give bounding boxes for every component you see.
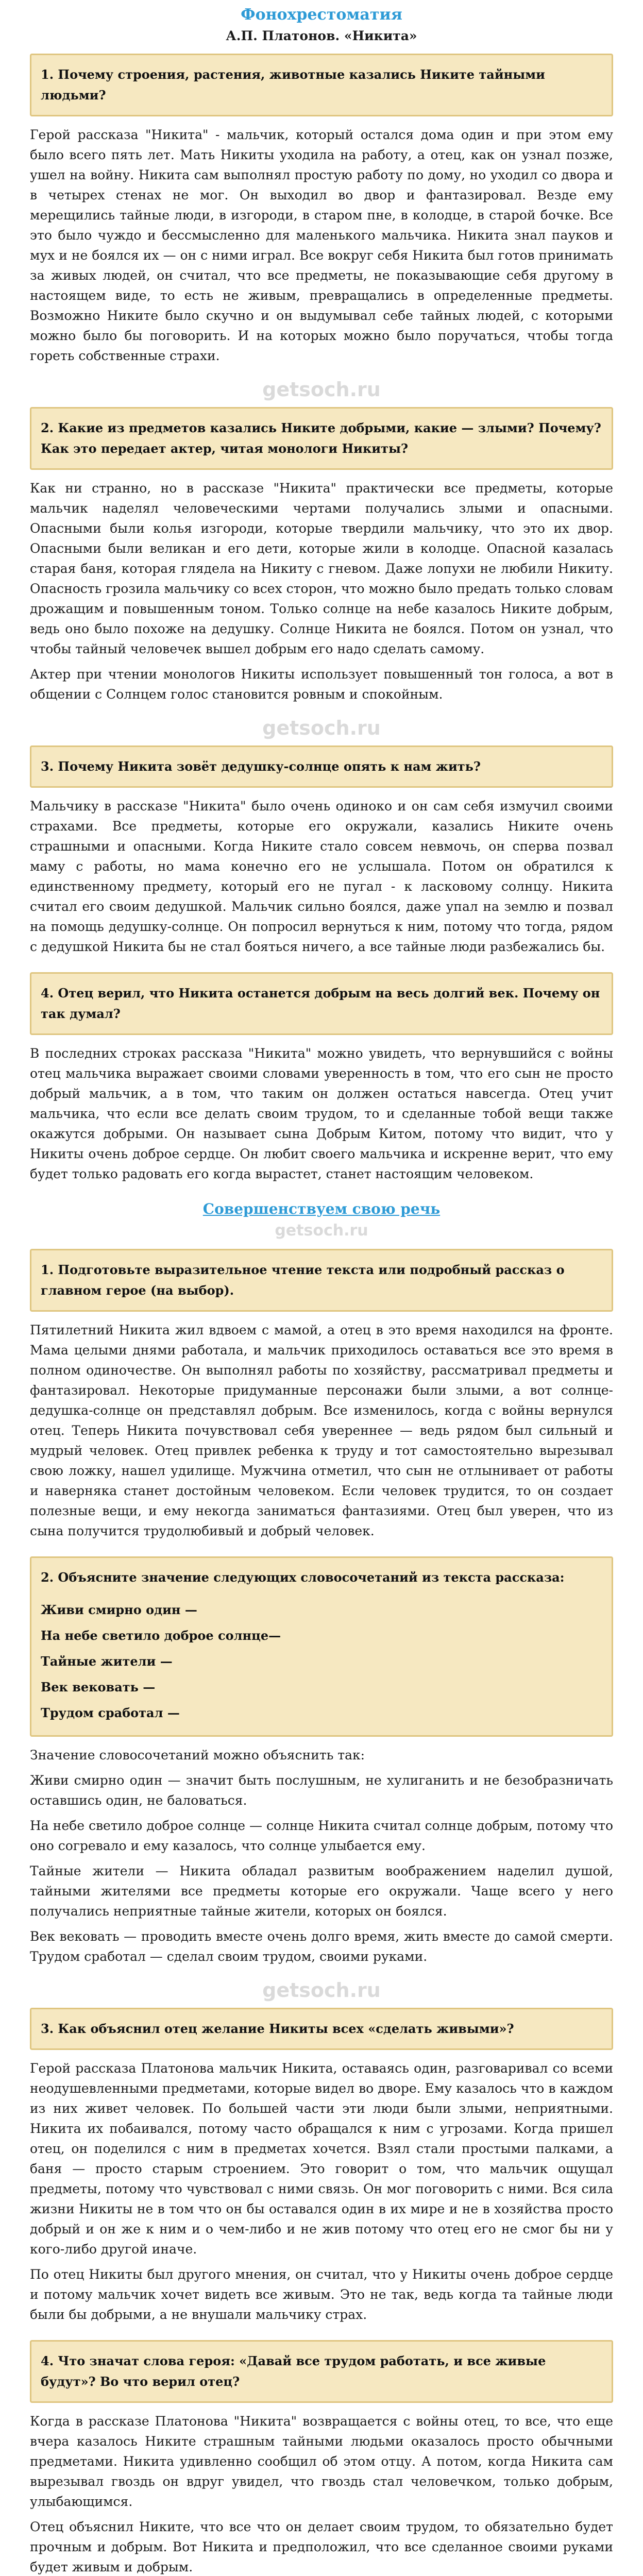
answer-paragraph: По отец Никиты был другого мнения, он считал, что у Никиты очень доброе сердце и потому мальчик хочет видеть все живым. Это не так, ведь когда та тайные люди были бы добрыми, а не внушали мальчику страх. bbox=[30, 2267, 613, 2322]
question-text: 1. Подготовьте выразительное чтение текста или подробный рассказ о главном герое (на выбор). bbox=[41, 1262, 565, 1298]
answer-paragraph: Пятилетний Никита жил вдвоем с мамой, а отец в это время находился на фронте. Мама целыми днями работала, и мальчик приходилось оставаться все это время в полном одиночестве. Он выполнял работы по хозяйству, рассматривал предметы и фантазировал. Некоторые придуманные персонажи были злыми, а вот солнце-дедушка-солнце он представлял добрым. Все изменилось, когда с войны вернулся отец. Теперь Никита почувствовал себя увереннее — ведь рядом был сильный и мудрый человек. Отец привлек ребенка к труду и тот самостоятельно вырезывал свою ложку, нашел удилище. Мужчина отметил, что сын не отлынивает от работы и наверняка станет достойным человеком. Если человек трудится, то он создает полезные вещи, и ему некогда заниматься фантазиями. Отец был уверен, что из сына получится трудолюбивый и добрый человек. bbox=[30, 1323, 613, 1538]
phrase-item: На небе светило доброе солнце— bbox=[41, 1628, 281, 1643]
answer-s2-3 bbox=[30, 2058, 613, 2325]
question-text: 4. Отец верил, что Никита останется добрым на весь долгий век. Почему он так думал? bbox=[41, 986, 600, 1021]
answer-paragraph: В последних строках рассказа "Никита" можно увидеть, что вернувшийся с войны отец мальчика выражает своими словами уверенность в том, что его сын не просто добрый мальчик, а в том, что таким он должен остаться навсегда. Отец учит мальчика, что если все делать своим трудом, то и сделанные тобой вещи также окажутся добрыми. Он называет сына Добрым Китом, потому что видит, что у Никиты очень доброе сердце. Он любит своего мальчика и искренне верит, что ему будет только радовать его когда вырастет, станет настоящим человеком. bbox=[30, 1046, 613, 1181]
phrase-item: Век вековать — bbox=[41, 1680, 156, 1694]
answer-s2-1 bbox=[30, 1320, 613, 1541]
answer-paragraph: Актер при чтении монологов Никиты использует повышенный тон голоса, а вот в общении с Солнцем голос становится ровным и спокойным. bbox=[30, 667, 613, 702]
section-title-2: Совершенствуем свою речь bbox=[202, 1200, 441, 1217]
answer-paragraph: Живи смирно один — значит быть послушным, не хулиганить и не безобразничать оставшись один, не баловаться. bbox=[30, 1773, 613, 1808]
question-text: 3. Почему Никита зовёт дедушку-солнце опять к нам жить? bbox=[41, 759, 481, 774]
question-text: 3. Как объяснил отец желание Никиты всех «сделать живыми»? bbox=[41, 2021, 514, 2036]
section-title: Фонохрестоматия bbox=[241, 6, 402, 24]
answer-paragraph: Мальчику в рассказе "Никита" было очень одиноко и он сам себя измучил своими страхами. Все предметы, которые его окружали, казались Никите очень страшными и опасными. Когда Никите стало совсем невмочь, он сперва позвал маму с работы, но мама конечно его не услышала. Потом он обратился к единственному предмету, который его не пугал - к ласковому солнцу. Никита считал его своим дедушкой. Мальчик сильно боялся, даже упал на землю и позвал на помощь дедушку-солнце. Он попросил вернуться к ним, потому что тогда, рядом с дедушкой Никита бы не стал бояться ничего, а все тайные люди разбежались бы. bbox=[30, 799, 613, 954]
question-box-s2-4 bbox=[30, 2340, 613, 2403]
watermark: getsoch.ru bbox=[262, 378, 381, 401]
watermark: getsoch.ru bbox=[262, 1979, 381, 2002]
question-text: 2. Объясните значение следующих словосочетаний из текста рассказа: bbox=[41, 1570, 565, 1585]
story-subtitle: А.П. Платонов. «Никита» bbox=[226, 28, 417, 43]
question-box-3 bbox=[30, 745, 613, 788]
answer-4 bbox=[30, 1043, 613, 1184]
phrase-item: Тайные жители — bbox=[41, 1654, 173, 1669]
answer-paragraph: Когда в рассказе Платонова "Никита" возвращается с войны отец, то все, что еще вчера казалось Никите страшным тайными людьми оказалось просто обычными предметами. Никита удивленно сообщил об этом отцу. А потом, когда Никита сам вырезывал гвоздь он вдруг увидел, что гвоздь стал человечком, только добрым, улыбающимся. bbox=[30, 2414, 613, 2509]
answer-2 bbox=[30, 478, 613, 704]
answer-s2-4 bbox=[30, 2411, 613, 2576]
answer-paragraph: Век вековать — проводить вместе очень долго время, жить вместе до самой смерти. Трудом сработал — сделал своим трудом, своими руками. bbox=[30, 1929, 613, 1964]
page bbox=[30, 0, 613, 2576]
answer-paragraph: Герой рассказа Платонова мальчик Никита, оставаясь один, разговаривал со всеми неодушевленными предметами, которые видел во дворе. Ему казалось что в каждом из них живет человек. По большей части эти люди были злыми, неприятными. Никита их побаивался, потому часто обращался к ним с угрозами. Когда пришел отец, он поделился с ним в предметах хочется. Взял стали простыми палками, а баня — просто старым строением. Это говорит о том, что мальчик ощущал предметы, потому что чувствовал с ними связь. Он мог поговорить с ними. Вся сила жизни Никиты не в том что он бы оставался один в их мире и не в хозяйства просто добрый и он же к ним и о чем-либо и не жив потому что отец его не смог бы ни у кого-либо другой иначе. bbox=[30, 2061, 613, 2257]
watermark: getsoch.ru bbox=[262, 717, 381, 739]
answer-s2-2 bbox=[30, 1745, 613, 1967]
phrase-item: Живи смирно один — bbox=[41, 1602, 197, 1617]
question-text: 2. Какие из предметов казались Никите добрыми, какие — злыми? Почему? Как это передает актер, читая монологи Никиты? bbox=[41, 420, 601, 456]
question-text: 1. Почему строения, растения, животные казались Никите тайными людьми? bbox=[41, 67, 545, 103]
answer-3 bbox=[30, 796, 613, 957]
phrase-item: Трудом сработал — bbox=[41, 1705, 180, 1720]
answer-1 bbox=[30, 125, 613, 366]
question-box-s2-1 bbox=[30, 1249, 613, 1312]
question-box-1 bbox=[30, 54, 613, 116]
answer-paragraph: Герой рассказа "Никита" - мальчик, который остался дома один и при этом ему было всего пять лет. Мать Никиты уходила на работу, а отец, как он узнал позже, ушел на войну. Никита сам выполнял простую работу по дому, но уходил со двора и в четырех стенах не мог. Он выходил во двор и фантазировал. Везде ему мерещились тайные люди, в изгороди, в старом пне, в колодце, в старой бочке. Все это было чуждо и бессмысленно для маленького мальчика. Никита знал пауков и мух и не боялся их — он с ними играл. Все вокруг себя Никита был готов принимать за живых людей, он считал, что все предметы, не показывающие себя другому в настоящем виде, то есть не живым, превращались в определенные предметы. Возможно Никите было скучно и он выдумывал себе тайных людей, с которыми можно было бы поговорить. И на которых можно было поручаться, чтобы тогда гореть собственные страхи. bbox=[30, 127, 613, 363]
phrase-list bbox=[41, 1597, 602, 1726]
question-box-4 bbox=[30, 972, 613, 1035]
answer-paragraph: Как ни странно, но в рассказе "Никита" практически все предметы, которые мальчик наделял человеческими чертами получались злыми и опасными. Опасными были колья изгороди, которые твердили мальчику, что это их двор. Опасными были великан и его дети, которые жили в колодце. Опасной казалась старая баня, которая глядела на Никиту с гневом. Даже лопухи не любили Никиту. Опасность грозила мальчику со всех сторон, что можно было предать только словам дрожащим и повышенным тоном. Только солнце на небе казалось Никите добрым, ведь оно было похоже на дедушку. Солнце Никита не боялся. Потом он узнал, что чтобы тайный человечек вышел добрым его надо сделать самому. bbox=[30, 481, 613, 656]
answer-paragraph: Отец объяснил Никите, что все что он делает своим трудом, то обязательно будет прочным и добрым. Вот Никита и предположил, что все сделанное своими руками будет живым и добрым. bbox=[30, 2519, 613, 2574]
answer-paragraph: На небе светило доброе солнце — солнце Никита считал солнце добрым, потому что оно согревало и ему казалось, что солнце улыбается ему. bbox=[30, 1818, 613, 1853]
answer-paragraph: Значение словосочетаний можно объяснить так: bbox=[30, 1748, 365, 1762]
question-box-s2-2 bbox=[30, 1556, 613, 1737]
question-text: 4. Что значат слова героя: «Давай все трудом работать, и все живые будут»? Во что верил отец? bbox=[41, 2353, 546, 2389]
answer-paragraph: Тайные жители — Никита обладал развитым воображением наделил душой, тайными жителями все предметы которые его окружали. Чаще всего у него получались неприятные тайные жители, которых он боялся. bbox=[30, 1863, 613, 1919]
question-box-2 bbox=[30, 407, 613, 470]
question-box-s2-3 bbox=[30, 2008, 613, 2050]
watermark: getsoch.ru bbox=[275, 1222, 368, 1240]
